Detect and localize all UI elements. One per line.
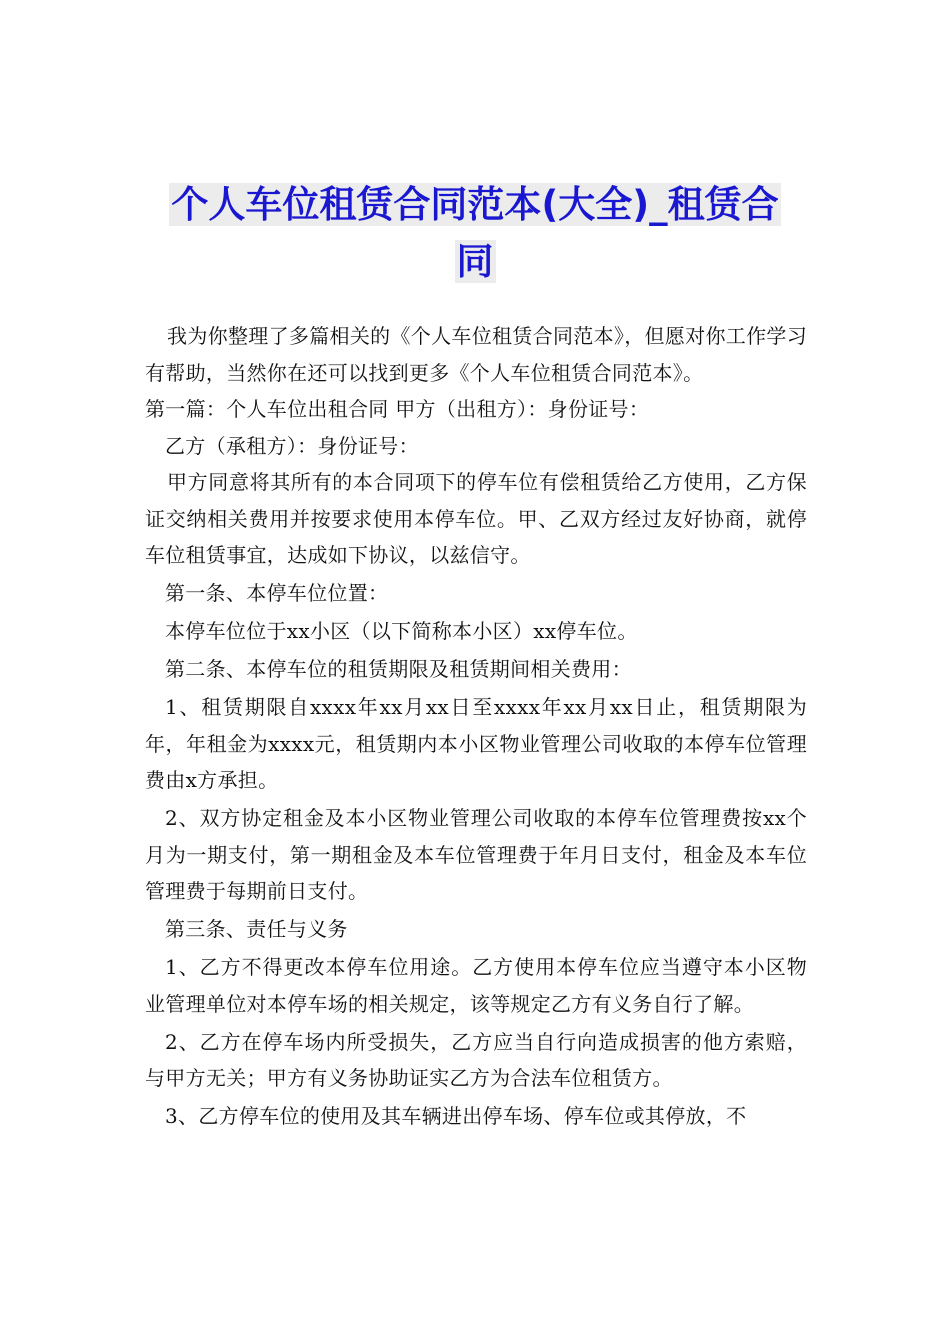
document-body	[145, 318, 807, 1135]
article-one-body: 本停车位位于xx小区（以下简称本小区）xx停车位。	[165, 619, 638, 643]
part-one-heading: 第一篇：个人车位出租合同 甲方（出租方）：身份证号：	[145, 397, 650, 421]
article-three-item-3: 3、乙方停车位的使用及其车辆进出停车场、停车位或其停放，不	[165, 1104, 747, 1128]
party-b-line: 乙方（承租方）：身份证号：	[165, 433, 419, 458]
article-three-heading: 第三条、责任与义务	[165, 917, 348, 941]
article-three-item-2: 2、乙方在停车场内所受损失，乙方应当自行向造成损害的他方索赔，与甲方无关；甲方有义务协助证实乙方为合法车位租赁方。	[145, 1029, 807, 1090]
title-line-2: 同	[456, 240, 494, 283]
article-two-heading: 第二条、本停车位的租赁期限及租赁期间相关费用：	[165, 657, 632, 681]
article-two-item-2: 2、双方协定租金及本小区物业管理公司收取的本停车位管理费按xx个月为一期支付，第一期租金及本车位管理费于年月日支付，租金及本车位管理费于每期前日支付。	[145, 806, 807, 903]
intro-paragraph: 我为你整理了多篇相关的《个人车位租赁合同范本》，但愿对你工作学习有帮助，当然你在还可以找到更多《个人车位租赁合同范本》。	[145, 324, 807, 385]
article-one-heading: 第一条、本停车位位置：	[165, 581, 389, 605]
article-three-item-1: 1、乙方不得更改本停车位用途。乙方使用本停车位应当遵守本小区物业管理单位对本停车场的相关规定，该等规定乙方有义务自行了解。	[145, 955, 807, 1016]
title-line-1: 个人车位租赁合同范本(大全)_租赁合	[171, 183, 779, 226]
agreement-paragraph: 甲方同意将其所有的本合同项下的停车位有偿租赁给乙方使用，乙方保证交纳相关费用并按要求使用本停车位。甲、乙双方经过友好协商，就停车位租赁事宜，达成如下协议，以兹信守。	[145, 470, 807, 567]
article-two-item-1: 1、租赁期限自xxxx年xx月xx日至xxxx年xx月xx日止，租赁期限为年，年租金为xxxx元，租赁期内本小区物业管理公司收取的本停车位管理费由x方承担。	[145, 695, 807, 792]
document-title	[0, 176, 950, 290]
